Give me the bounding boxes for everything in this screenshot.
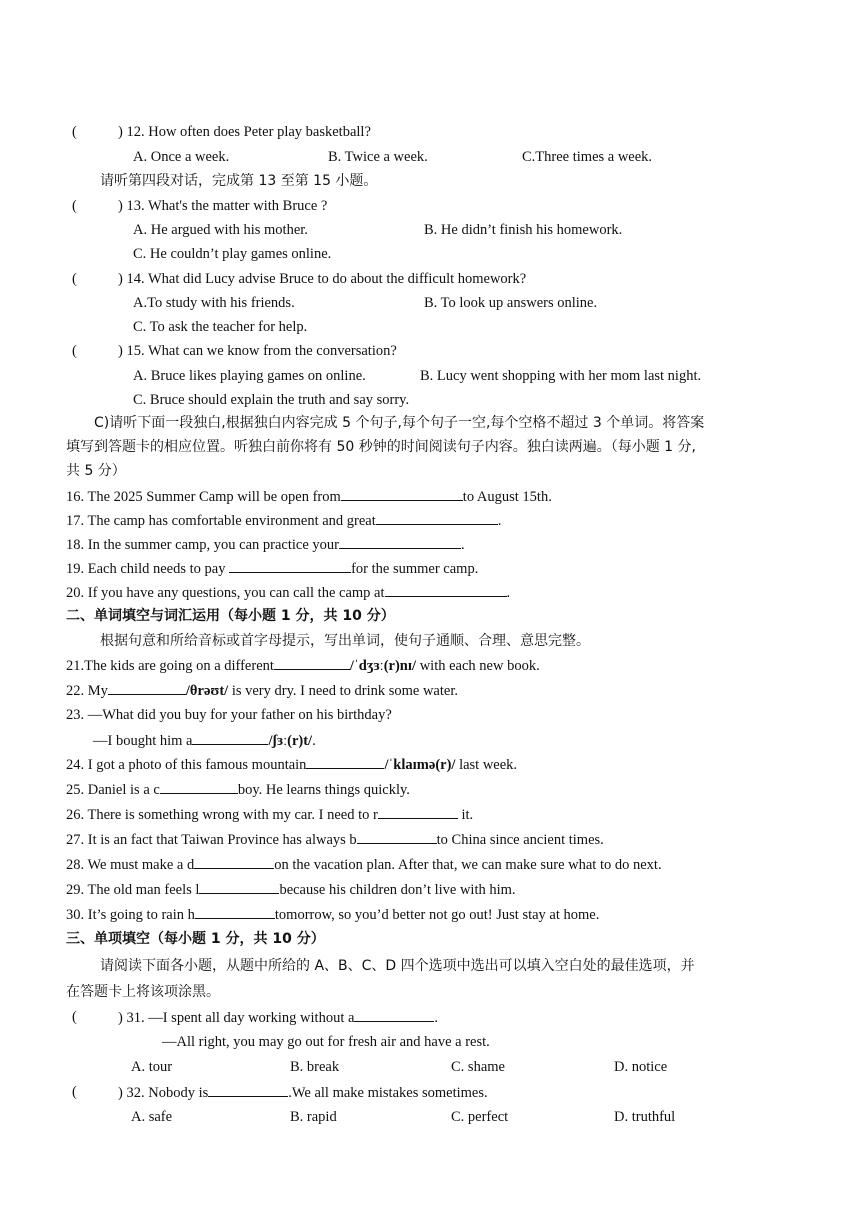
answer-blank-27[interactable]	[357, 830, 437, 844]
question-30: 30. It’s going to rain h tomorrow, so you’d better not go out! Just stay at home.	[66, 907, 600, 923]
question-17: 17. The camp has comfortable environment and great .	[66, 513, 502, 529]
answer-blank-23[interactable]	[192, 731, 268, 745]
answer-blank-17[interactable]	[376, 511, 498, 525]
part-3-instruction-1: 请阅读下面各小题，从题中所给的 A、B、C、D 四个选项中选出可以填入空白处的最佳选项，并	[100, 958, 695, 974]
option-15b: B. Lucy went shopping with her mom last night.	[420, 368, 702, 384]
question-15: ) 15. What can we know from the conversation?	[118, 343, 397, 359]
question-31-reply: —All right, you may go out for fresh air and have a rest.	[162, 1034, 490, 1050]
question-18: 18. In the summer camp, you can practice your .	[66, 537, 465, 553]
option-31a: A. tour	[131, 1059, 173, 1075]
answer-blank-31[interactable]	[354, 1008, 434, 1022]
part-c-instruction-1: C)请听下面一段独白,根据独白内容完成 5 个句子,每个句子一空,每个空格不超过 3 个单词。将答案	[94, 415, 705, 431]
question-20: 20. If you have any questions, you can call the camp at .	[66, 585, 511, 601]
option-14a: A.To study with his friends.	[133, 295, 295, 311]
option-12a: A. Once a week.	[133, 149, 230, 165]
option-15a: A. Bruce likes playing games on online.	[133, 368, 366, 384]
option-31c: C. shame	[451, 1059, 505, 1075]
answer-blank-18[interactable]	[339, 535, 461, 549]
option-14c: C. To ask the teacher for help.	[133, 319, 308, 335]
answer-paren-32: (	[72, 1084, 77, 1100]
part-c-instruction-2: 填写到答题卡的相应位置。听独白前你将有 50 秒钟的时间阅读句子内容。独白读两遍。（每小题 1 分,	[66, 439, 696, 455]
option-31b: B. break	[290, 1059, 340, 1075]
question-26: 26. There is something wrong with my car. I need to r it.	[66, 807, 474, 823]
answer-blank-21[interactable]	[274, 656, 350, 670]
answer-blank-19[interactable]	[229, 559, 351, 573]
option-13a: A. He argued with his mother.	[133, 222, 308, 238]
question-28: 28. We must make a d on the vacation plan. After that, we can make sure what to do next.	[66, 857, 662, 873]
question-31: ) 31. —I spent all day working without a .	[118, 1010, 439, 1026]
answer-blank-16[interactable]	[341, 487, 463, 501]
question-27: 27. It is an fact that Taiwan Province has always b to China since ancient times.	[66, 832, 604, 848]
question-23-reply: —I bought him a /ʃɜː(r)t/.	[93, 733, 316, 749]
question-29: 29. The old man feels l because his children don’t live with him.	[66, 882, 516, 898]
question-24: 24. I got a photo of this famous mountain /ˈklaɪmə(r)/ last week.	[66, 757, 518, 773]
answer-blank-28[interactable]	[194, 855, 274, 869]
answer-paren-13: (	[72, 198, 77, 214]
part-c-instruction-3: 共 5 分）	[66, 463, 126, 479]
answer-paren-14: (	[72, 271, 77, 287]
answer-blank-30[interactable]	[195, 905, 275, 919]
option-15c: C. Bruce should explain the truth and say sorry.	[133, 392, 410, 408]
question-23-prompt: 23. —What did you buy for your father on his birthday?	[66, 707, 392, 723]
option-32a: A. safe	[131, 1109, 173, 1125]
question-14: ) 14. What did Lucy advise Bruce to do about the difficult homework?	[118, 271, 527, 287]
question-32: ) 32. Nobody is .We all make mistakes sometimes.	[118, 1085, 488, 1101]
option-13b: B. He didn’t finish his homework.	[424, 222, 623, 238]
question-25: 25. Daniel is a c boy. He learns things quickly.	[66, 782, 410, 798]
option-32b: B. rapid	[290, 1109, 337, 1125]
option-12c: C.Three times a week.	[522, 149, 653, 165]
section-4-instruction: 请听第四段对话，完成第 13 至第 15 小题。	[100, 173, 378, 189]
answer-paren-15: (	[72, 343, 77, 359]
option-14b: B. To look up answers online.	[424, 295, 598, 311]
part-3-instruction-2: 在答题卡上将该项涂黑。	[66, 984, 220, 1000]
question-12: ) 12. How often does Peter play basketball?	[118, 124, 371, 140]
answer-blank-20[interactable]	[385, 583, 507, 597]
answer-blank-24[interactable]	[306, 755, 384, 769]
answer-blank-29[interactable]	[199, 880, 279, 894]
option-32c: C. perfect	[451, 1109, 509, 1125]
answer-blank-26[interactable]	[378, 805, 458, 819]
option-12b: B. Twice a week.	[328, 149, 428, 165]
answer-blank-25[interactable]	[160, 780, 238, 794]
part-2-instruction: 根据句意和所给音标或首字母提示，写出单词，使句子通顺、合理、意思完整。	[100, 633, 590, 649]
option-31d: D. notice	[614, 1059, 668, 1075]
part-3-heading: 三、单项填空（每小题 1 分，共 10 分）	[66, 931, 325, 947]
option-32d: D. truthful	[614, 1109, 676, 1125]
answer-blank-22[interactable]	[108, 681, 186, 695]
answer-paren-31: (	[72, 1009, 77, 1025]
answer-blank-32[interactable]	[208, 1083, 288, 1097]
question-22: 22. My /θrəʊt/ is very dry. I need to drink some water.	[66, 683, 458, 699]
option-13c: C. He couldn’t play games online.	[133, 246, 332, 262]
answer-paren-12: (	[72, 124, 77, 140]
question-16: 16. The 2025 Summer Camp will be open from to August 15th.	[66, 489, 552, 505]
question-13: ) 13. What's the matter with Bruce ?	[118, 198, 328, 214]
question-21: 21.The kids are going on a different /ˈdʒɜː(r)nɪ/ with each new book.	[66, 658, 540, 674]
part-2-heading: 二、单词填空与词汇运用（每小题 1 分，共 10 分）	[66, 608, 395, 624]
question-19: 19. Each child needs to pay for the summer camp.	[66, 561, 479, 577]
